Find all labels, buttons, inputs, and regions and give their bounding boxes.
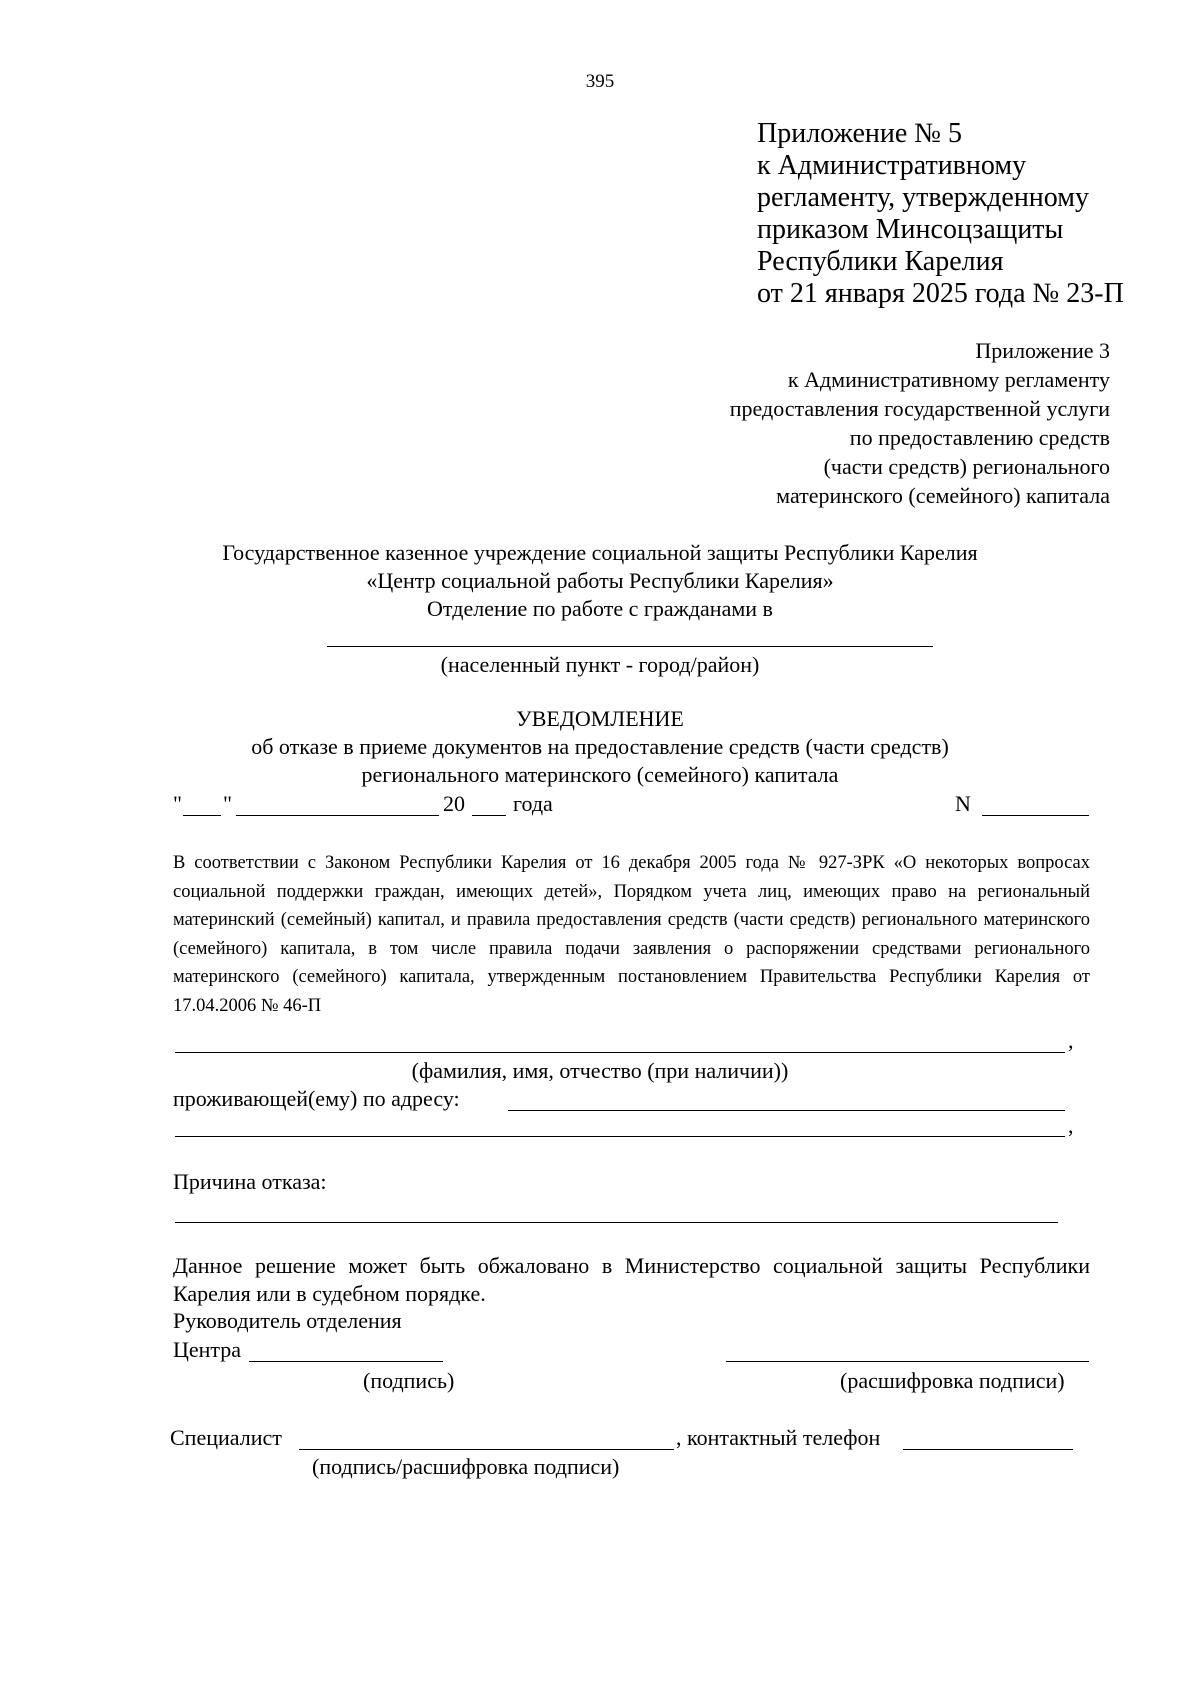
date-year-blank[interactable] bbox=[472, 815, 506, 816]
address-blank-line[interactable] bbox=[508, 1110, 1065, 1111]
appendix-5-line: от 21 января 2025 года № 23-П bbox=[757, 278, 1124, 309]
head-signature-blank[interactable] bbox=[249, 1361, 443, 1362]
locality-blank-line[interactable] bbox=[327, 646, 933, 647]
reason-label: Причина отказа: bbox=[173, 1169, 327, 1194]
full-name-hint: (фамилия, имя, отчество (при наличии)) bbox=[411, 1058, 789, 1083]
appendix-3-line: (части средств) регионального bbox=[823, 454, 1110, 479]
date-year-prefix: 20 bbox=[443, 791, 465, 816]
appendix-5-line: к Административному bbox=[757, 150, 1027, 181]
legal-basis-paragraph bbox=[173, 849, 1090, 1020]
appeal-text: Данное решение может быть обжаловано в Министерство социальной защиты Республики Карелия или в судебном порядке. bbox=[173, 1253, 1090, 1306]
phone-blank[interactable] bbox=[903, 1449, 1073, 1450]
notice-subtitle-2: регионального материнского (семейного) капитала bbox=[361, 762, 839, 787]
institution-name: Государственное казенное учреждение социальной защиты Республики Карелия bbox=[222, 540, 978, 565]
address-label: проживающей(ему) по адресу: bbox=[173, 1086, 460, 1111]
head-of-department-label: Руководитель отделения bbox=[173, 1308, 402, 1333]
head-decode-blank[interactable] bbox=[726, 1361, 1089, 1362]
address-comma: , bbox=[1068, 1113, 1074, 1138]
number-label: N bbox=[955, 791, 971, 816]
number-blank[interactable] bbox=[982, 815, 1089, 816]
institution-center-name: «Центр социальной работы Республики Карелия» bbox=[366, 568, 834, 593]
appendix-5-header bbox=[757, 118, 1124, 310]
date-day-blank[interactable] bbox=[183, 815, 221, 816]
date-quote-close: " bbox=[223, 791, 232, 816]
page-number: 395 bbox=[585, 71, 615, 92]
locality-hint: (населенный пункт - город/район) bbox=[440, 652, 760, 677]
full-name-blank-line[interactable] bbox=[175, 1052, 1065, 1053]
head-center-label: Центра bbox=[173, 1337, 242, 1362]
full-name-comma: , bbox=[1068, 1028, 1074, 1053]
reason-blank-line[interactable] bbox=[175, 1222, 1058, 1223]
appendix-5-line: регламенту, утвержденному bbox=[757, 182, 1089, 213]
notice-subtitle: об отказе в приеме документов на предоставление средств (части средств) bbox=[251, 734, 949, 759]
date-month-blank[interactable] bbox=[236, 815, 439, 816]
appendix-5-line: Республики Карелия bbox=[757, 246, 1004, 277]
date-quote-open: " bbox=[173, 791, 182, 816]
appendix-3-line: Приложение 3 bbox=[975, 338, 1110, 363]
head-signature-hint: (подпись) bbox=[363, 1368, 455, 1393]
specialist-hint: (подпись/расшифровка подписи) bbox=[312, 1454, 620, 1479]
specialist-signature-blank[interactable] bbox=[299, 1449, 674, 1450]
appendix-5-line: Приложение № 5 bbox=[757, 118, 962, 149]
legal-basis-text: В соответствии с Законом Республики Карелия от 16 декабря 2005 года № 927-ЗРК «О некоторых вопросах социальной поддержки граждан, имеющих детей», Порядком учета лиц, имеющих право на региональный материнский (семейный) капитал, и правила предоставления средств (части средств) регионального материнского (семейного) капитала, в том числе правила подачи заявления о распоряжении средствами регионального материнского (семейного) капитала, утвержденным постановлением Правительства Республики Карелия от 17.04.2006 № 46-П bbox=[173, 853, 1090, 1016]
appendix-3-header bbox=[730, 336, 1110, 510]
appendix-5-line: приказом Минсоцзащиты bbox=[757, 214, 1064, 245]
appendix-3-line: по предоставлению средств bbox=[849, 425, 1110, 450]
phone-label: , контактный телефон bbox=[676, 1425, 881, 1450]
institution-department: Отделение по работе с гражданами в bbox=[427, 596, 773, 621]
appendix-3-line: предоставления государственной услуги bbox=[729, 396, 1110, 421]
appendix-3-line: к Административному регламенту bbox=[787, 367, 1110, 392]
date-year-suffix: года bbox=[513, 791, 553, 816]
address-blank-line-2[interactable] bbox=[175, 1136, 1065, 1137]
head-decode-hint: (расшифровка подписи) bbox=[840, 1368, 1065, 1393]
specialist-label: Специалист bbox=[170, 1425, 282, 1450]
appendix-3-line: материнского (семейного) капитала bbox=[776, 483, 1110, 508]
notice-title: УВЕДОМЛЕНИЕ bbox=[516, 706, 684, 731]
